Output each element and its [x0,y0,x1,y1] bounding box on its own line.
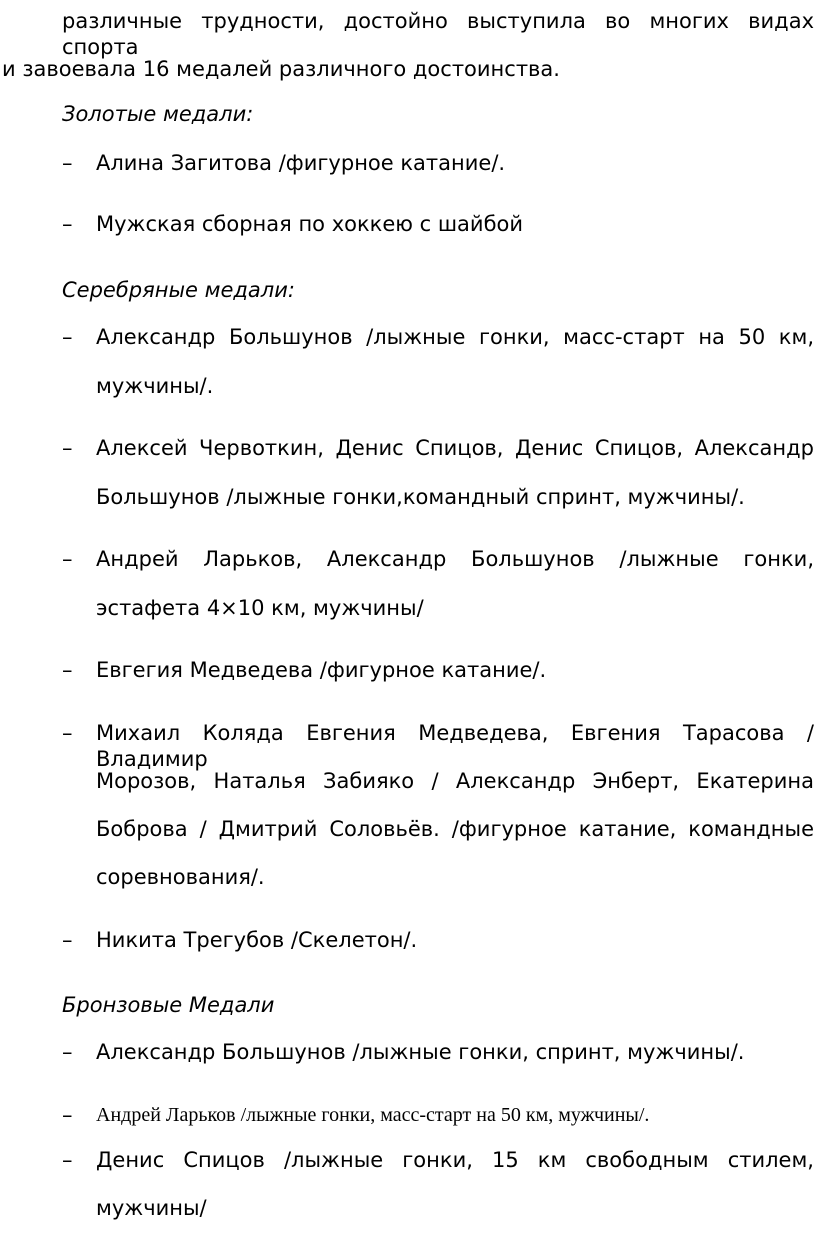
list-bullet: – [62,1040,73,1064]
intro-line-2: и завоевала 16 медалей различного достоинства. [2,57,560,81]
list-bullet: – [62,547,73,571]
list-bullet: – [62,212,73,236]
list-item-continuation: Большунов /лыжные гонки,командный спринт, мужчины/. [96,485,745,509]
list-item: Алексей Червоткин, Денис Спицов, Денис Спицов, Александр [96,436,814,460]
list-item-continuation: мужчины/ [96,1196,207,1220]
list-item: Алина Загитова /фигурное катание/. [96,151,506,175]
list-item: Михаил Коляда Евгения Медведева, Евгения Тарасова / Владимир [96,721,814,771]
list-item: Александр Большунов /лыжные гонки, спринт, мужчины/. [96,1040,745,1064]
list-bullet: – [62,1103,73,1127]
list-item: Андрей Ларьков /лыжные гонки, масс-старт на 50 км, мужчины/. [96,1104,650,1126]
list-item-continuation: Морозов, Наталья Забияко / Александр Энберт, Екатерина [96,769,814,793]
bronze-heading: Бронзовые Медали [62,993,275,1017]
list-item-continuation: эстафета 4×10 км, мужчины/ [96,596,424,620]
gold-heading: Золотые медали: [62,102,254,126]
list-bullet: – [62,928,73,952]
list-bullet: – [62,436,73,460]
list-bullet: – [62,325,73,349]
list-item: Александр Большунов /лыжные гонки, масс-старт на 50 км, [96,325,814,349]
silver-heading: Серебряные медали: [62,278,295,302]
list-bullet: – [62,658,73,682]
list-item-continuation: Боброва / Дмитрий Соловьёв. /фигурное катание, командные [96,817,814,841]
list-bullet: – [62,151,73,175]
list-bullet: – [62,1148,73,1172]
list-bullet: – [62,721,73,745]
list-item: Евгегия Медведева /фигурное катание/. [96,658,547,682]
list-item: Денис Спицов /лыжные гонки, 15 км свободным стилем, [96,1148,814,1172]
list-item: Андрей Ларьков, Александр Большунов /лыжные гонки, [96,547,814,571]
list-item: Никита Трегубов /Скелетон/. [96,928,418,952]
intro-line-1: различные трудности, достойно выступила во многих видах спорта [62,9,814,59]
list-item-continuation: мужчины/. [96,374,214,398]
list-item-continuation: соревнования/. [96,865,265,889]
list-item: Мужская сборная по хоккею с шайбой [96,212,524,236]
